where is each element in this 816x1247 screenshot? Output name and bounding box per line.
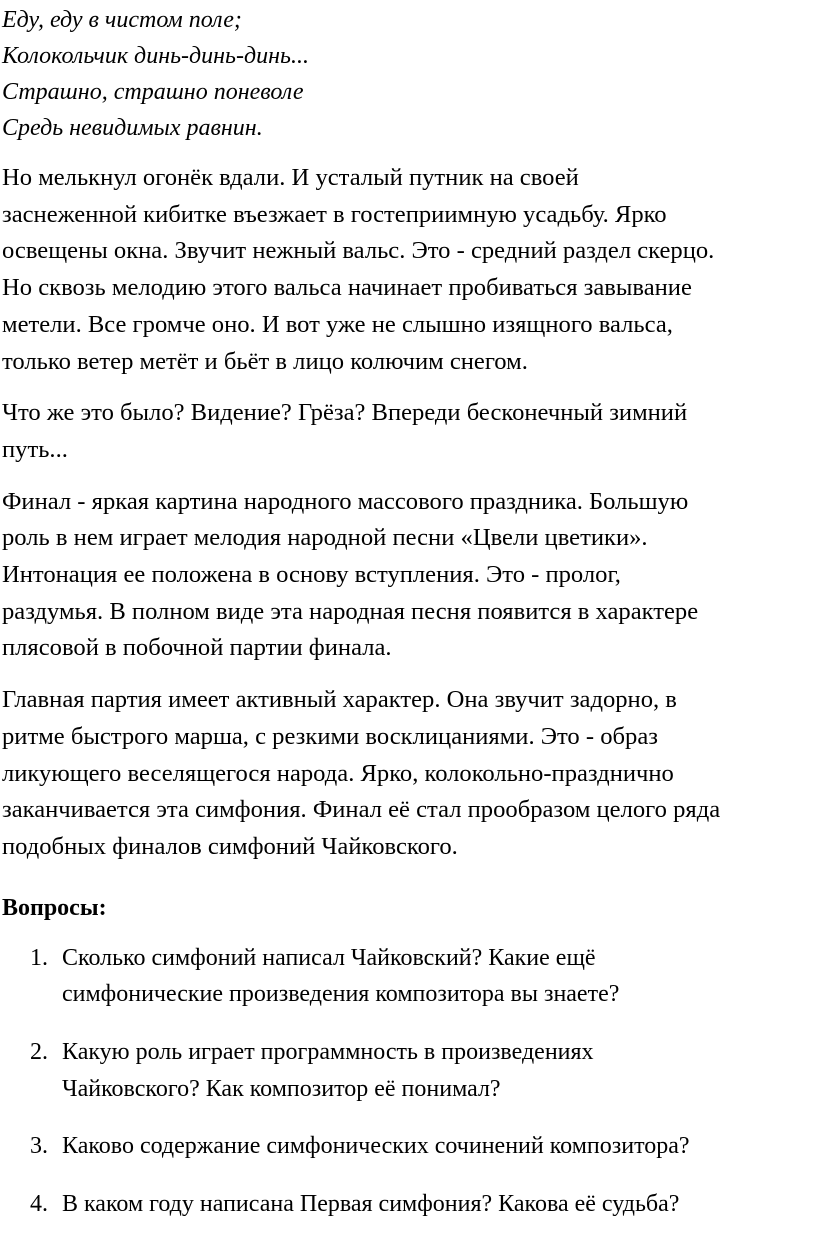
question-number: 3.	[30, 1133, 48, 1160]
poem-line: Страшно, страшно поневоле	[2, 79, 304, 105]
question-item	[2, 940, 816, 1013]
paragraph-finale	[2, 484, 816, 668]
text-line: Но сквозь мелодию этого вальса начинает пробиваться завывание	[2, 274, 692, 302]
question-text: Каково содержание симфонических сочинений композитора?	[62, 1133, 690, 1160]
paragraph-waltz	[2, 160, 816, 380]
text-line: ритме быстрого марша, с резкими восклицаниями. Это - образ	[2, 722, 658, 750]
question-item	[2, 1034, 816, 1107]
questions-heading: Вопросы:	[2, 894, 107, 921]
paragraph-vision	[2, 395, 816, 468]
poem-line: Еду, еду в чистом поле;	[2, 7, 242, 33]
question-text: Чайковского? Как композитор её понимал?	[62, 1075, 501, 1102]
question-text: симфонические произведения композитора вы знаете?	[62, 981, 620, 1008]
text-line: заснеженной кибитке въезжает в гостеприимную усадьбу. Ярко	[2, 200, 667, 228]
text-line: раздумья. В полном виде эта народная песня появится в характере	[2, 597, 699, 625]
text-line: Интонация ее положена в основу вступления. Это - пролог,	[2, 561, 621, 589]
text-line: освещены окна. Звучит нежный вальс. Это - средний раздел скерцо.	[2, 237, 715, 265]
question-item	[2, 1186, 816, 1223]
poem-line: Колокольчик динь-динь-динь...	[2, 43, 309, 69]
question-number: 2.	[30, 1039, 48, 1066]
text-line: ликующего веселящегося народа. Ярко, колокольно-празднично	[2, 759, 674, 787]
text-line: Но мелькнул огонёк вдали. И усталый путник на своей	[2, 164, 579, 191]
text-line: заканчивается эта симфония. Финал её стал прообразом целого ряда	[2, 796, 721, 824]
text-line: Финал - яркая картина народного массового праздника. Большую	[2, 487, 689, 515]
text-line: плясовой в побочной партии финала.	[2, 634, 392, 662]
text-line: путь...	[2, 435, 68, 463]
text-line: только ветер метёт и бьёт в лицо колючим снегом.	[2, 347, 528, 375]
poem-line: Средь невидимых равнин.	[2, 115, 263, 141]
question-text: Сколько симфоний написал Чайковский? Какие ещё	[62, 944, 596, 971]
paragraph-main-theme	[2, 682, 816, 866]
question-number: 4.	[30, 1191, 48, 1218]
text-line: роль в нем играет мелодия народной песни «Цвели цветики».	[2, 524, 648, 552]
question-number: 1.	[30, 944, 48, 971]
text-line: Что же это было? Видение? Грёза? Впереди бесконечный зимний	[2, 399, 688, 427]
text-line: подобных финалов симфоний Чайковского.	[2, 832, 458, 860]
text-line: метели. Все громче оно. И вот уже не слышно изящного вальса,	[2, 310, 673, 338]
text-line: Главная партия имеет активный характер. Она звучит задорно, в	[2, 686, 677, 714]
poem-stanza	[2, 0, 816, 146]
question-text: В каком году написана Первая симфония? Какова её судьба?	[62, 1191, 680, 1218]
question-text: Какую роль играет программность в произведениях	[62, 1039, 594, 1066]
questions-list	[2, 940, 816, 1223]
question-item	[2, 1128, 816, 1165]
